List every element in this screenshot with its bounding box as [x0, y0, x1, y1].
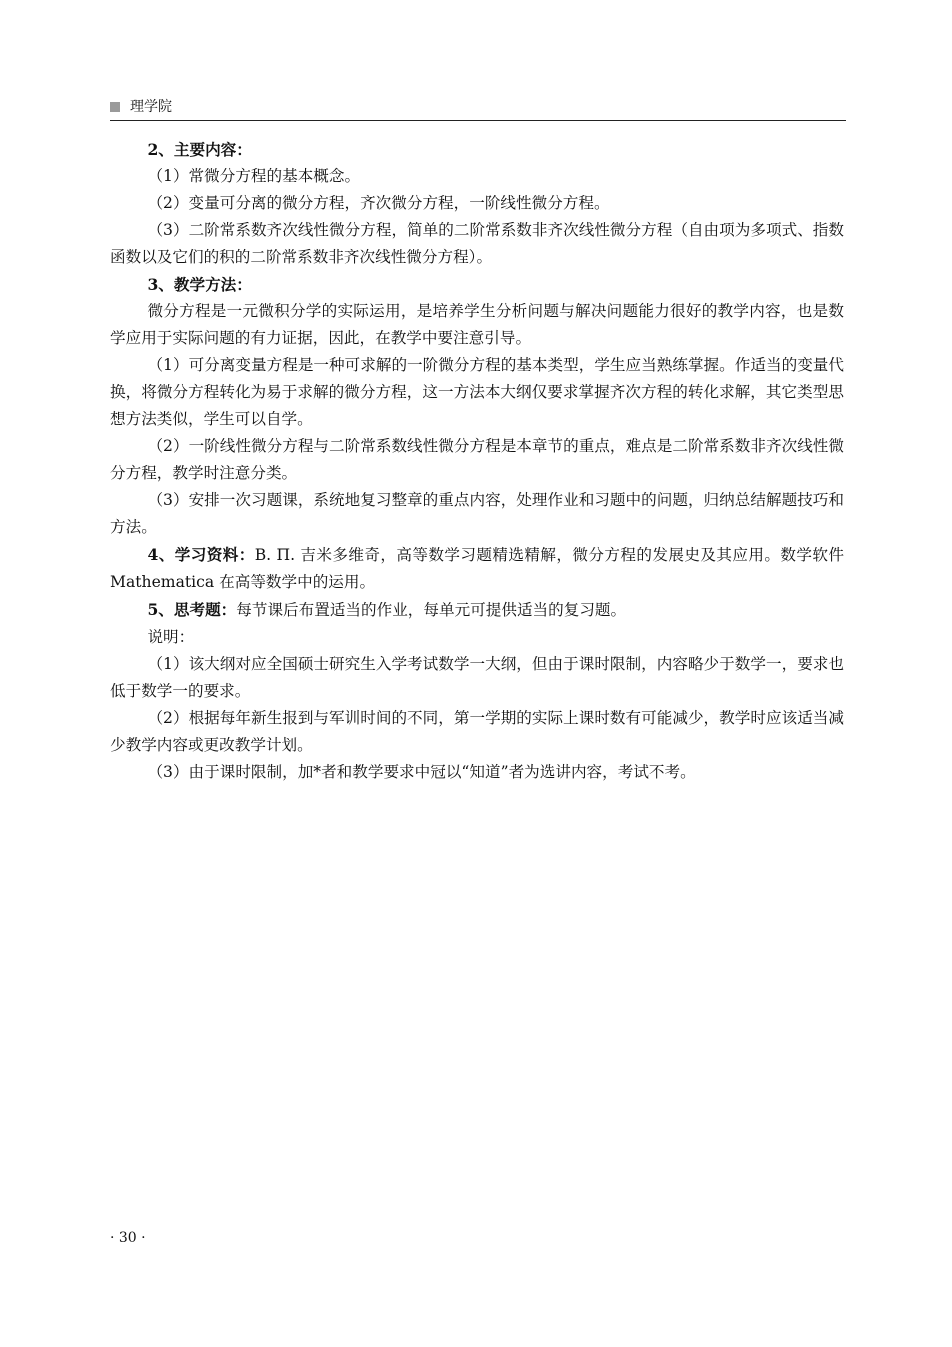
- section-2-item-3: （3）二阶常系数齐次线性微分方程，简单的二阶常系数非齐次线性微分方程（自由项为多项式、指数函数以及它们的积的二阶常系数非齐次线性微分方程）。: [110, 221, 844, 266]
- section-5-paragraph: [110, 596, 844, 624]
- section-3-item-1: （1）可分离变量方程是一种可求解的一阶微分方程的基本类型，学生应当熟练掌握。作适当的变量代换，将微分方程转化为易于求解的微分方程，这一方法本大纲仅要求掌握齐次方程的转化求解，其它类型思想方法类似，学生可以自学。: [110, 356, 844, 428]
- section-4-text: B. П. 吉米多维奇，高等数学习题精选精解，微分方程的发展史及其应用。数学软件 Mathematica 在高等数学中的运用。: [110, 546, 844, 591]
- section-3-item-2: （2）一阶线性微分方程与二阶常系数线性微分方程是本章节的重点，难点是二阶常系数非齐次线性微分方程，教学时注意分类。: [110, 437, 844, 482]
- page-number: · 30 ·: [110, 1230, 146, 1246]
- notes-label: 说明：: [147, 628, 195, 646]
- document-body: [110, 136, 844, 786]
- section-3-heading: 3、教学方法：: [147, 275, 252, 294]
- section-5-heading: 5、思考题：: [147, 600, 237, 619]
- section-3-item-3: （3）安排一次习题课，系统地复习整章的重点内容，处理作业和习题中的问题，归纳总结解题技巧和方法。: [110, 491, 844, 536]
- notes-item-3: （3）由于课时限制，加*者和教学要求中冠以“知道”者为选讲内容，考试不考。: [147, 763, 696, 781]
- header-title: 理学院: [130, 99, 172, 115]
- section-2-item-1: （1）常微分方程的基本概念。: [147, 167, 361, 185]
- section-5-text: 每节课后布置适当的作业，每单元可提供适当的复习题。: [236, 601, 627, 619]
- section-2-heading: 2、主要内容：: [147, 140, 252, 159]
- square-bullet-icon: [110, 102, 120, 112]
- section-4-paragraph: [110, 541, 844, 596]
- notes-item-2: （2）根据每年新生报到与军训时间的不同，第一学期的实际上课时数有可能减少，教学时应该适当减少教学内容或更改教学计划。: [110, 709, 844, 754]
- section-3-intro: 微分方程是一元微积分学的实际运用，是培养学生分析问题与解决问题能力很好的教学内容，也是数学应用于实际问题的有力证据，因此，在教学中要注意引导。: [110, 302, 844, 347]
- section-2-item-2: （2）变量可分离的微分方程，齐次微分方程，一阶线性微分方程。: [147, 194, 610, 212]
- page-header: [110, 98, 846, 121]
- notes-item-1: （1）该大纲对应全国硕士研究生入学考试数学一大纲，但由于课时限制，内容略少于数学一，要求也低于数学一的要求。: [110, 655, 844, 700]
- section-4-heading: 4、学习资料：: [147, 545, 255, 564]
